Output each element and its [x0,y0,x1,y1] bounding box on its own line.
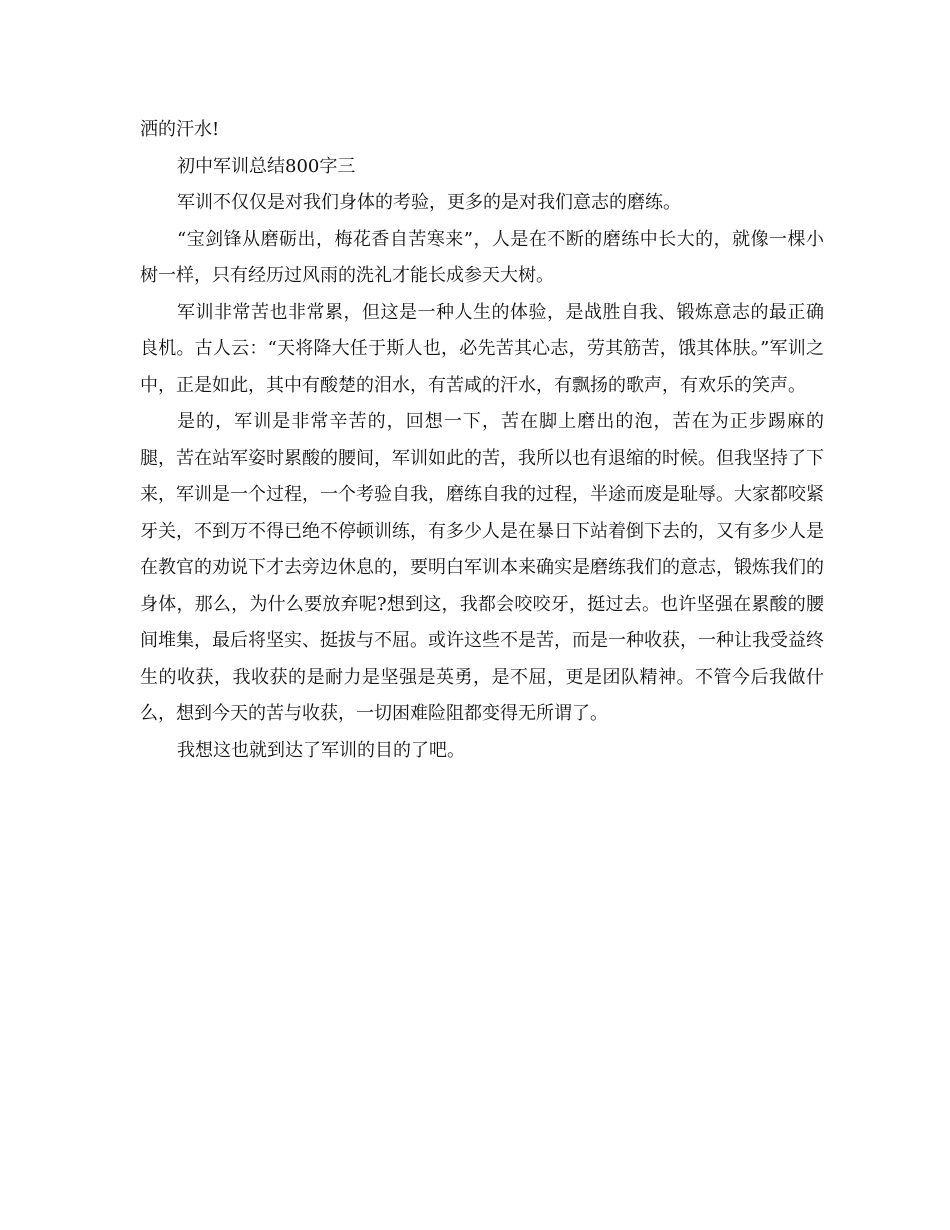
section-heading: 初中军训总结800字三 [177,155,356,177]
document-body [140,112,824,769]
paragraph-continuation: 洒的汗水! [140,119,220,140]
paragraph: 军训不仅仅是对我们身体的考验，更多的是对我们意志的磨练。 [177,192,681,213]
paragraph: 我想这也就到达了军训的目的了吧。 [177,739,465,761]
paragraph: 军训非常苦也非常累，但这是一种人生的体验，是战胜自我、锻炼意志的最正确良机。古人云：“天将降大任于斯人也，必先苦其心志，劳其筋苦，饿其体肤。”军训之中，正是如此，其中有酸楚的泪水，有苦咸的汗水，有飘扬的歌声，有欢乐的笑声。 [140,301,824,396]
paragraph: “宝剑锋从磨砺出，梅花香自苦寒来”，人是在不断的磨练中长大的，就像一棵小树一样，只有经历过风雨的洗礼才能长成参天大树。 [140,228,824,286]
paragraph: 是的，军训是非常辛苦的，回想一下，苦在脚上磨出的泡，苦在为正步踢麻的腿，苦在站军姿时累酸的腰间，军训如此的苦，我所以也有退缩的时候。但我坚持了下来，军训是一个过程，一个考验自我，磨练自我的过程，半途而废是耻辱。大家都咬紧牙关，不到万不得已绝不停顿训练，有多少人是在暴日下站着倒下去的，又有多少人是在教官的劝说下才去旁边休息的，要明白军训本来确实是磨练我们的意志，锻炼我们的身体，那么，为什么要放弃呢?想到这，我都会咬咬牙，挺过去。也许坚强在累酸的腰间堆集，最后将坚实、挺拔与不屈。或许这些不是苦，而是一种收获，一种让我受益终生的收获，我收获的是耐力是坚强是英勇，是不屈，更是团队精神。不管今后我做什么，想到今天的苦与收获，一切困难险阻都变得无所谓了。 [140,411,824,724]
